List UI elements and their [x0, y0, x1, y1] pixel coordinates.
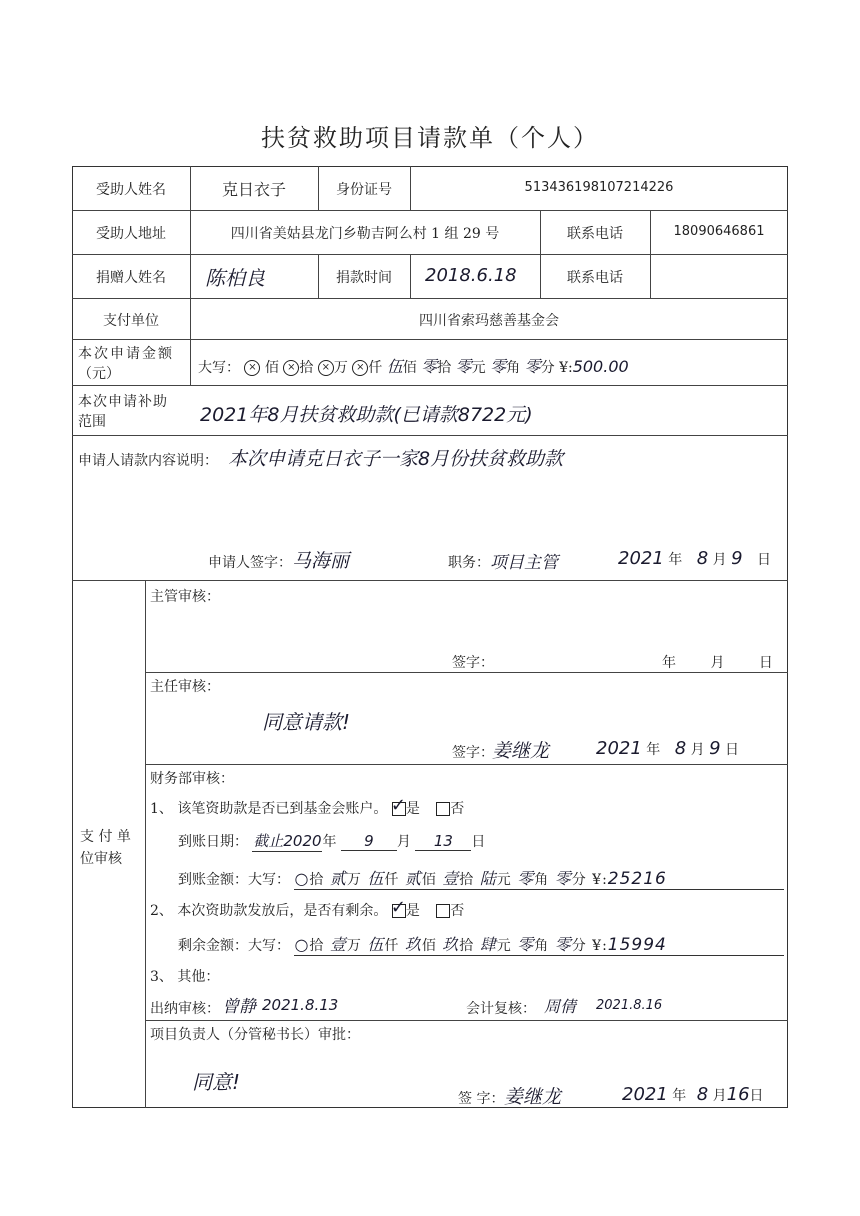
no-checkbox[interactable] [436, 904, 450, 918]
label-donor-name: 捐赠人姓名 [96, 270, 166, 286]
unit-shi: 拾 [459, 938, 475, 954]
unit-month: 月 [712, 552, 727, 568]
value-shi: 零 [421, 357, 438, 376]
day-value: 9 [709, 738, 721, 759]
payer: 四川省索玛慈善基金会 [419, 313, 559, 329]
unit-wan: 万 [346, 872, 362, 888]
day-value: 9 [731, 548, 743, 569]
unit-fen: 分 [571, 938, 587, 954]
arrive-date-row [178, 830, 485, 852]
value-qian: 伍 [367, 869, 385, 888]
row-divider [72, 580, 788, 581]
yes-label: 是 [405, 903, 420, 919]
q1-text: 1、 该笔资助款是否已到基金会账户。 [150, 801, 388, 817]
arrive-amount-label: 到账金额：大写： [178, 872, 290, 888]
month-value: 8 [696, 548, 709, 569]
value-bai: 玖 [404, 935, 422, 954]
unit-year: 年 [322, 834, 337, 850]
value-yuan: 肆 [479, 935, 497, 954]
project-comment: 同意! [192, 1070, 241, 1094]
label-amount: 本次申请金额 [78, 346, 174, 362]
scope-value: 2021年8月扶贫救助款(已请款8722元) [200, 404, 533, 426]
unit-yuan: 元 [496, 872, 512, 888]
unit-bai: 佰 [264, 360, 279, 376]
donor-signature: 陈柏良 [205, 266, 265, 290]
col-divider [145, 580, 146, 1108]
month-value: 8 [674, 738, 687, 759]
unit-day: 日 [749, 1088, 764, 1104]
post-value: 项目主管 [490, 553, 558, 573]
year-value: 2021 [596, 738, 642, 759]
label-supervisor-sign: 签字： [452, 655, 494, 671]
row-divider [72, 254, 788, 255]
recipient-name: 克日衣子 [221, 180, 286, 199]
value-wan: 贰 [329, 869, 347, 888]
row-divider [145, 672, 788, 673]
unit-month: 月 [710, 655, 725, 671]
yes-checkbox[interactable] [390, 795, 406, 816]
unit-bai: 佰 [421, 872, 437, 888]
unit-qian: 仟 [384, 872, 400, 888]
circle-mark: × [352, 360, 368, 376]
label-recipient-address: 受助人地址 [96, 226, 166, 242]
label-cashier: 出纳审核： [150, 1001, 220, 1017]
recipient-address: 四川省美姑县龙门乡勒吉阿么村 1 组 29 号 [230, 226, 500, 242]
project-signature: 姜继龙 [504, 1086, 562, 1108]
director-date [596, 738, 739, 759]
unit-year: 年 [668, 552, 683, 568]
phone: 18090646861 [673, 224, 765, 239]
arrive-day: 13 [415, 832, 471, 851]
remain-amount-words [294, 932, 784, 956]
label-finance-review: 财务部审核： [150, 771, 234, 787]
value-yuan: 零 [455, 357, 472, 376]
label-donation-time: 捐款时间 [336, 270, 392, 286]
value-wan: 壹 [329, 935, 347, 954]
label-amount-unit: （元） [78, 366, 120, 382]
row-divider [72, 210, 788, 211]
unit-year: 年 [662, 655, 676, 671]
unit-year: 年 [646, 742, 661, 758]
cashier-signature: 曾静 [222, 997, 256, 1017]
circle-mark: × [244, 360, 260, 376]
year-value: 2021 [618, 548, 664, 569]
label-request-content: 申请人请款内容说明： [78, 453, 218, 469]
yen-symbol: ¥: [592, 938, 608, 954]
value-bai: 伍 [386, 357, 403, 376]
value-fen: 零 [554, 869, 572, 888]
col-divider [410, 254, 411, 298]
value-jiao: 零 [517, 869, 535, 888]
label-recipient-name: 受助人姓名 [96, 182, 166, 198]
unit-month: 月 [712, 1088, 727, 1104]
project-date [622, 1084, 764, 1105]
accountant-signature: 周倩 [544, 997, 577, 1016]
label-id-number: 身份证号 [336, 182, 392, 198]
amount-figure: 500.00 [572, 357, 629, 376]
day-value: 16 [726, 1084, 750, 1105]
unit-yuan: 元 [471, 360, 486, 376]
unit-day: 日 [756, 552, 771, 568]
amount-in-words [198, 354, 629, 377]
supervisor-date [662, 652, 773, 672]
cashier-date: 2021.8.13 [262, 996, 339, 1014]
unit-day: 日 [724, 742, 739, 758]
finance-q1 [150, 795, 465, 818]
side-label: 支 付 单 [80, 829, 131, 845]
circle-mark: × [318, 360, 334, 376]
unit-day: 日 [758, 655, 773, 671]
label-phone: 联系电话 [567, 226, 623, 242]
value-shi: 壹 [442, 869, 460, 888]
unit-day: 日 [471, 834, 486, 850]
unit-shi: 拾 [309, 938, 325, 954]
row-divider [72, 298, 788, 299]
arrive-amount-figure: 25216 [607, 869, 667, 889]
circle-mark: × [283, 360, 299, 376]
arrive-prefix: 截止 [253, 832, 284, 850]
label-project-approval: 项目负责人（分管秘书长）审批： [150, 1027, 360, 1043]
remain-amount-label: 剩余金额：大写： [178, 938, 290, 954]
label-applicant-sign: 申请人签字： [208, 555, 292, 571]
value-jiao: 零 [517, 935, 535, 954]
check-mark: ✓ [390, 795, 406, 816]
yes-checkbox[interactable] [390, 897, 406, 918]
arrive-amount-words [294, 866, 784, 890]
q2-text: 2、 本次资助款发放后，是否有剩余。 [150, 903, 388, 919]
yes-label: 是 [405, 801, 420, 817]
unit-wan: 万 [333, 360, 348, 376]
applicant-date [618, 548, 771, 569]
unit-month: 月 [690, 742, 705, 758]
circle-mark: ○ [294, 935, 310, 954]
unit-qian: 仟 [384, 938, 400, 954]
daxie-label: 大写： [198, 360, 240, 376]
side-label-2: 位审核 [80, 851, 122, 867]
year-value: 2021 [622, 1084, 668, 1105]
unit-year: 年 [672, 1088, 687, 1104]
row-divider [145, 764, 788, 765]
unit-shi: 拾 [309, 872, 325, 888]
value-bai: 贰 [404, 869, 422, 888]
unit-wan: 万 [346, 938, 362, 954]
yen-symbol: ¥: [559, 360, 573, 376]
no-label: 否 [450, 903, 465, 919]
label-scope-2: 范围 [78, 414, 106, 430]
unit-bai: 佰 [421, 938, 437, 954]
month-value: 8 [696, 1084, 709, 1105]
label-donor-phone: 联系电话 [567, 270, 623, 286]
unit-shi: 拾 [299, 360, 314, 376]
request-content: 本次申请克日衣子一家8月份扶贫救助款 [228, 448, 564, 470]
yen-symbol: ¥: [592, 872, 608, 888]
label-director-review: 主任审核： [150, 679, 220, 695]
value-fen: 零 [524, 357, 541, 376]
director-comment: 同意请款! [262, 710, 351, 734]
label-payer: 支付单位 [103, 313, 159, 329]
unit-jiao: 角 [506, 360, 521, 376]
page-title: 扶贫救助项目请款单（个人） [261, 124, 599, 152]
circle-mark: ○ [294, 869, 310, 888]
value-fen: 零 [554, 935, 572, 954]
accountant-date: 2021.8.16 [596, 998, 663, 1013]
value-yuan: 陆 [479, 869, 497, 888]
label-post: 职务： [448, 555, 490, 571]
check-mark: ✓ [390, 897, 406, 918]
no-checkbox[interactable] [436, 802, 450, 816]
unit-shi: 拾 [437, 360, 452, 376]
finance-q3: 3、 其他： [150, 969, 220, 985]
unit-qian: 仟 [368, 360, 383, 376]
label-accountant: 会计复核： [466, 1001, 536, 1017]
label-supervisor-review: 主管审核： [150, 589, 220, 605]
row-divider [72, 435, 788, 436]
unit-fen: 分 [540, 360, 555, 376]
no-label: 否 [450, 801, 465, 817]
value-shi: 玖 [442, 935, 460, 954]
unit-fen: 分 [571, 872, 587, 888]
label-director-sign: 签字： [452, 745, 494, 761]
arrive-year [252, 830, 322, 852]
row-divider [72, 339, 788, 340]
label-project-sign: 签 字： [458, 1091, 505, 1107]
label-scope: 本次申请补助 [78, 394, 168, 410]
unit-jiao: 角 [534, 872, 550, 888]
remain-amount-figure: 15994 [607, 935, 667, 955]
remain-amount-row [178, 932, 784, 956]
arrive-amount-row [178, 866, 784, 890]
finance-q2 [150, 897, 465, 920]
value-qian: 伍 [367, 935, 385, 954]
arrive-month: 9 [341, 832, 397, 851]
unit-yuan: 元 [496, 938, 512, 954]
applicant-signature: 马海丽 [292, 550, 350, 572]
arrive-year-value: 2020 [283, 832, 322, 850]
arrive-date-label: 到账日期： [178, 834, 248, 850]
unit-shi: 拾 [459, 872, 475, 888]
id-number: 513436198107214226 [524, 180, 674, 195]
row-divider [145, 1020, 788, 1021]
value-jiao: 零 [490, 357, 507, 376]
director-signature: 姜继龙 [492, 740, 550, 762]
row-divider [72, 385, 788, 386]
unit-month: 月 [396, 834, 411, 850]
unit-jiao: 角 [534, 938, 550, 954]
donation-time: 2018.6.18 [425, 265, 517, 286]
unit-bai: 佰 [402, 360, 417, 376]
